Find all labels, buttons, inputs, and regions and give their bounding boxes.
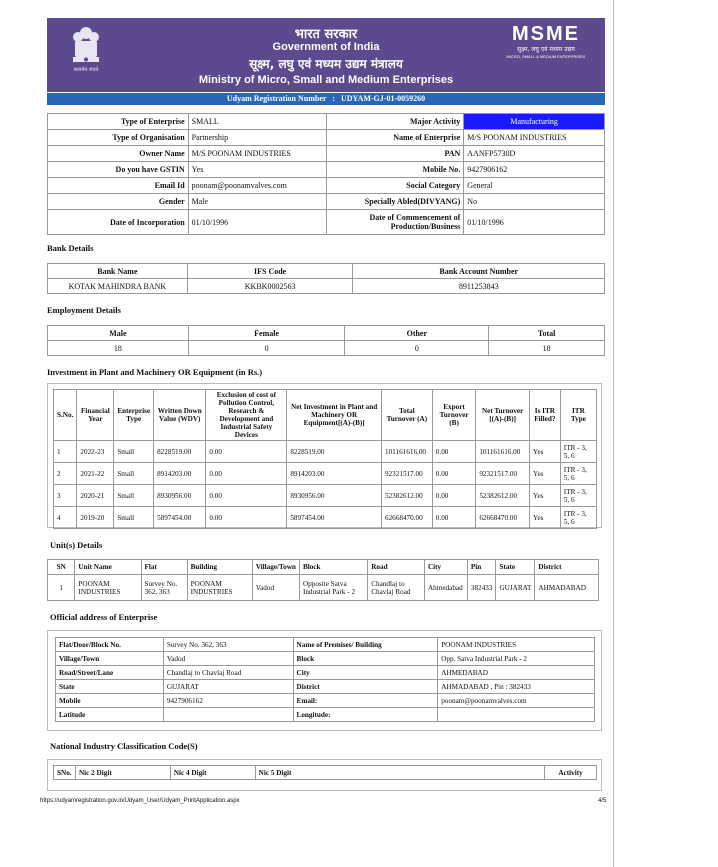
total-value: 18 [489,341,605,356]
inv-sno-header: S.No. [54,390,77,441]
inv-cell: 5897454.00 [154,507,206,529]
registration-number-bar [47,93,605,105]
inv-cell: ITR - 3, 5, 6 [560,485,596,507]
inv-cell: Small [114,485,154,507]
inv-cell: 0.00 [432,507,476,529]
city-label: City [293,666,438,680]
nic-table [53,765,597,780]
investment-heading: Investment in Plant and Machinery OR Equipment (in Rs.) [47,367,263,377]
inv-cell: 8228519.00 [154,441,206,463]
inv-cell: 52382612.00 [476,485,530,507]
village-label: Village/Town [56,652,164,666]
inv-exclusion-header: Exclusion of cost of Pollution Control, Research & Development and Industrial Safety Devices [206,390,287,441]
table-row [54,507,597,529]
inv-cell: Small [114,463,154,485]
mobile-label: Mobile No. [326,162,464,178]
premises-value: POONAM INDUSTRIES [438,638,595,652]
commencement-date-value: 01/10/1996 [464,210,605,235]
inv-cell: 0.00 [432,485,476,507]
district-value: AHMADABAD , Pin : 382433 [438,680,595,694]
inv-cell: 0.00 [206,485,287,507]
unit-sn-header: SN [48,560,75,575]
inv-cell: Yes [529,485,560,507]
emblem-caption: सत्यमेव जयते [73,67,99,73]
inv-cell: ITR - 3, 5, 6 [560,441,596,463]
inv-cell: 4 [54,507,77,529]
organisation-type-value: Partnership [188,130,326,146]
flat-label: Flat/Door/Block No. [56,638,164,652]
gender-value: Male [188,194,326,210]
table-row [54,485,597,507]
inv-cell: 8228519.00 [287,441,382,463]
unit-block-header: Block [299,560,367,575]
footer-page-number: 4/5 [598,798,607,804]
inv-cell: 8914203.00 [287,463,382,485]
major-activity-label: Major Activity [326,114,464,130]
district-label: District [293,680,438,694]
official-email-label: Email: [293,694,438,708]
inv-cell: Small [114,441,154,463]
inv-cell: 92321517.00 [476,463,530,485]
unit-cell: Opposite Satva Industrial Park - 2 [299,575,367,601]
inv-cell: 2 [54,463,77,485]
footer-url: https://udyamregistration.gov.in/Udyam_User/Udyam_PrintApplication.aspx [40,798,240,804]
inv-type-header: Enterprise Type [114,390,154,441]
bank-name-value: KOTAK MAHINDRA BANK [48,279,188,294]
inv-wdv-header: Written Down Value (WDV) [154,390,206,441]
unit-cell: Ahmedabad [424,575,467,601]
unit-building-header: Building [187,560,252,575]
inv-cell: 52382612.00 [381,485,432,507]
unit-cell: GUJARAT [496,575,535,601]
banner-hindi-ministry: सूक्ष्म, लघु एवं मध्यम उद्यम मंत्रालय [249,57,403,71]
longitude-value [438,708,595,722]
inv-cell: Yes [529,507,560,529]
social-category-value: General [464,178,605,194]
gstin-label: Do you have GSTIN [48,162,189,178]
social-category-label: Social Category [326,178,464,194]
registration-number: UDYAM-GJ-01-0059260 [340,94,426,103]
inv-cell: 62668470.00 [381,507,432,529]
unit-cell: Chandlaj to Chavlaj Road [368,575,425,601]
inv-cell: 101161616.00 [476,441,530,463]
bank-details-table [47,263,605,294]
unit-name-header: Unit Name [75,560,141,575]
official-mobile-value: 9427906162 [163,694,293,708]
employment-details-table [47,325,605,356]
employment-details-heading: Employment Details [47,305,121,315]
nic-activity-header: Activity [545,766,597,780]
block-value: Opp. Satva Industrial Park - 2 [438,652,595,666]
state-label: State [56,680,164,694]
page-margin [615,0,718,867]
major-activity-value: Manufacturing [464,114,605,130]
inv-cell: Yes [529,463,560,485]
nic-4digit-header: Nic 4 Digit [170,766,255,780]
inv-cell: 8930956.00 [154,485,206,507]
owner-name-value: M/S POONAM INDUSTRIES [188,146,326,162]
incorporation-date-value: 01/10/1996 [188,210,326,235]
road-label: Road/Street/Lane [56,666,164,680]
msme-logo-hindi: सूक्ष्म, लघु एवं मध्यम उद्यम [517,46,575,53]
block-label: Block [293,652,438,666]
email-value: poonam@poonamvalves.com [188,178,326,194]
pan-value: AANFP5730D [464,146,605,162]
unit-cell: AHMADABAD [535,575,599,601]
inv-total-turnover-header: Total Turnover (A) [381,390,432,441]
unit-city-header: City [424,560,467,575]
email-label: Email Id [48,178,189,194]
unit-cell: 1 [48,575,75,601]
longitude-label: Longitude: [293,708,438,722]
msme-logo-text: MSME [512,23,580,45]
incorporation-date-label: Date of Incorporation [48,210,189,235]
village-value: Vadod [163,652,293,666]
inv-cell: 0.00 [206,463,287,485]
inv-cell: 101161616.00 [381,441,432,463]
inv-cell: 8930956.00 [287,485,382,507]
account-number-header: Bank Account Number [353,264,605,279]
female-value: 0 [188,341,345,356]
inv-cell: 0.00 [206,441,287,463]
unit-district-header: District [535,560,599,575]
unit-cell: 382433 [467,575,496,601]
inv-net-investment-header: Net Investment in Plant and Machinery OR Equipment[(A)-(B)] [287,390,382,441]
ifsc-value: KKBK0002563 [187,279,353,294]
other-header: Other [345,326,489,341]
nic-2digit-header: Nic 2 Digit [75,766,170,780]
inv-cell: 2021-22 [77,463,114,485]
flat-value: Survey No. 362, 363 [163,638,293,652]
unit-cell: POONAM INDUSTRIES [75,575,141,601]
table-row [54,441,597,463]
inv-itr-type-header: ITR Type [560,390,596,441]
inv-net-turnover-header: Net Turnover [(A)-(B)] [476,390,530,441]
mobile-value: 9427906162 [464,162,605,178]
gender-label: Gender [48,194,189,210]
inv-cell: 8914203.00 [154,463,206,485]
unit-cell: POONAM INDUSTRIES [187,575,252,601]
official-address-table [55,637,595,722]
unit-details-heading: Unit(s) Details [50,540,103,550]
other-value: 0 [345,341,489,356]
official-mobile-label: Mobile [56,694,164,708]
enterprise-name-value: M/S POONAM INDUSTRIES [464,130,605,146]
inv-export-turnover-header: Export Turnover (B) [432,390,476,441]
divyang-value: No [464,194,605,210]
inv-cell: 3 [54,485,77,507]
unit-village-header: Village/Town [252,560,299,575]
bank-details-heading: Bank Details [47,243,94,253]
nic-sno-header: SNo. [54,766,76,780]
account-number-value: 8911253843 [353,279,605,294]
state-value: GUJARAT [163,680,293,694]
inv-cell: 1 [54,441,77,463]
unit-cell: Vadod [252,575,299,601]
inv-cell: 2019-20 [77,507,114,529]
divyang-label: Specially Abled(DIVYANG) [326,194,464,210]
banner-title: Government of India [272,41,380,53]
banner-ministry: Ministry of Micro, Small and Medium Enterprises [198,74,454,86]
male-header: Male [48,326,189,341]
ifsc-header: IFS Code [187,264,353,279]
premises-label: Name of Premises/ Building [293,638,438,652]
road-value: Chandlaj to Chavlaj Road [163,666,293,680]
enterprise-type-label: Type of Enterprise [48,114,189,130]
msme-logo [501,24,591,59]
investment-table [53,389,597,529]
pan-label: PAN [326,146,464,162]
inv-cell: Small [114,507,154,529]
registration-separator: : [332,94,335,103]
unit-pin-header: Pin [467,560,496,575]
bank-name-header: Bank Name [48,264,188,279]
official-email-value: poonam@poonamvalves.com [438,694,595,708]
inv-cell: 0.00 [432,441,476,463]
inv-cell: 0.00 [206,507,287,529]
inv-itr-filed-header: Is ITR Filled? [529,390,560,441]
inv-cell: Yes [529,441,560,463]
inv-cell: ITR - 3, 5, 6 [560,463,596,485]
city-value: AHMEDABAD [438,666,595,680]
inv-cell: 2020-21 [77,485,114,507]
unit-state-header: State [496,560,535,575]
inv-cell: 2022-23 [77,441,114,463]
inv-cell: 62668470.00 [476,507,530,529]
enterprise-name-label: Name of Enterprise [326,130,464,146]
banner-hindi-title: भारत सरकार [294,27,358,42]
table-row [48,575,599,601]
inv-cell: 5897454.00 [287,507,382,529]
organisation-type-label: Type of Organisation [48,130,189,146]
inv-cell: 92321517.00 [381,463,432,485]
nic-5digit-header: Nic 5 Digit [255,766,544,780]
registration-label: Udyam Registration Number [226,94,327,103]
inv-cell: 0.00 [432,463,476,485]
latitude-label: Latitude [56,708,164,722]
inv-cell: ITR - 3, 5, 6 [560,507,596,529]
unit-road-header: Road [368,560,425,575]
male-value: 18 [48,341,189,356]
unit-cell: Survey No. 362, 363 [141,575,187,601]
table-row [54,463,597,485]
unit-flat-header: Flat [141,560,187,575]
enterprise-type-value: SMALL [188,114,326,130]
msme-logo-english: MICRO, SMALL & MEDIUM ENTERPRISES [506,54,586,59]
gstin-value: Yes [188,162,326,178]
header-banner [47,18,605,92]
commencement-date-label: Date of Commencement of Production/Business [326,210,464,235]
enterprise-details-table [47,113,605,235]
nic-heading: National Industry Classification Code(S) [50,741,198,751]
female-header: Female [188,326,345,341]
owner-name-label: Owner Name [48,146,189,162]
inv-year-header: Financial Year [77,390,114,441]
total-header: Total [489,326,605,341]
unit-details-table [47,559,599,601]
official-address-heading: Official address of Enterprise [50,612,158,622]
latitude-value [163,708,293,722]
